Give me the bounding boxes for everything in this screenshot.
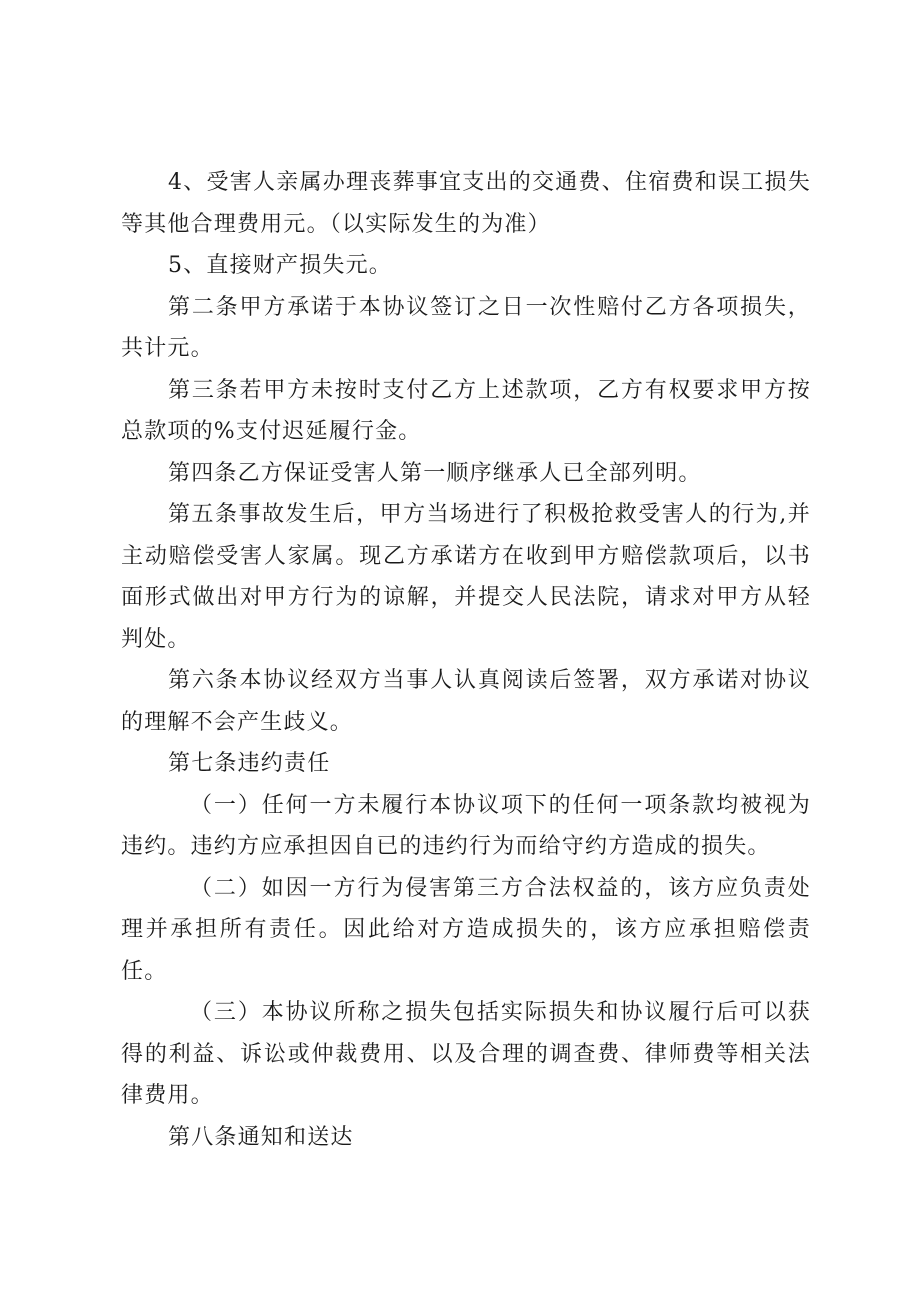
article-4: 第四条乙方保证受害人第一顺序继承人已全部列明。 (168, 460, 702, 486)
article-8-heading: 第八条通知和送达 (168, 1124, 354, 1150)
article-6: 第六条本协议经双方当事人认真阅读后签署，双方承诺对协议的理解不会产生歧义。 (121, 668, 811, 735)
article-5: 第五条事故发生后，甲方当场进行了积极抢救受害人的行为,并主动赔偿受害人家属。现乙方承诺方在收到甲方赔偿款项后，以书面形式做出对甲方行为的谅解，并提交人民法院，请求对甲方从轻判处。 (121, 502, 811, 652)
clause-item-4: 4、受害人亲属办理丧葬事宜支出的交通费、住宿费和误工损失等其他合理费用元。（以实际发生的为准） (121, 170, 811, 237)
clause-item-5: 5、直接财产损失元。 (168, 253, 392, 278)
article-7-subclause-1: （一）任何一方未履行本协议项下的任何一项条款均被视为违约。违约方应承担因自已的违约行为而给守约方造成的损失。 (121, 792, 811, 859)
article-3: 第三条若甲方未按时支付乙方上述款项，乙方有权要求甲方按总款项的%支付迟延履行金。 (121, 377, 811, 444)
document-body (121, 162, 811, 1158)
article-7-heading: 第七条违约责任 (168, 751, 331, 776)
article-7-subclause-2: （二）如因一方行为侵害第三方合法权益的，该方应负责处理并承担所有责任。因此给对方造成损失的，该方应承担赔偿责任。 (121, 875, 811, 984)
article-7-subclause-3: （三）本协议所称之损失包括实际损失和协议履行后可以获得的利益、诉讼或仲裁费用、以及合理的调查费、律师费等相关法律费用。 (121, 1000, 811, 1108)
article-2: 第二条甲方承诺于本协议签订之日一次性赔付乙方各项损失，共计元。 (121, 294, 811, 361)
